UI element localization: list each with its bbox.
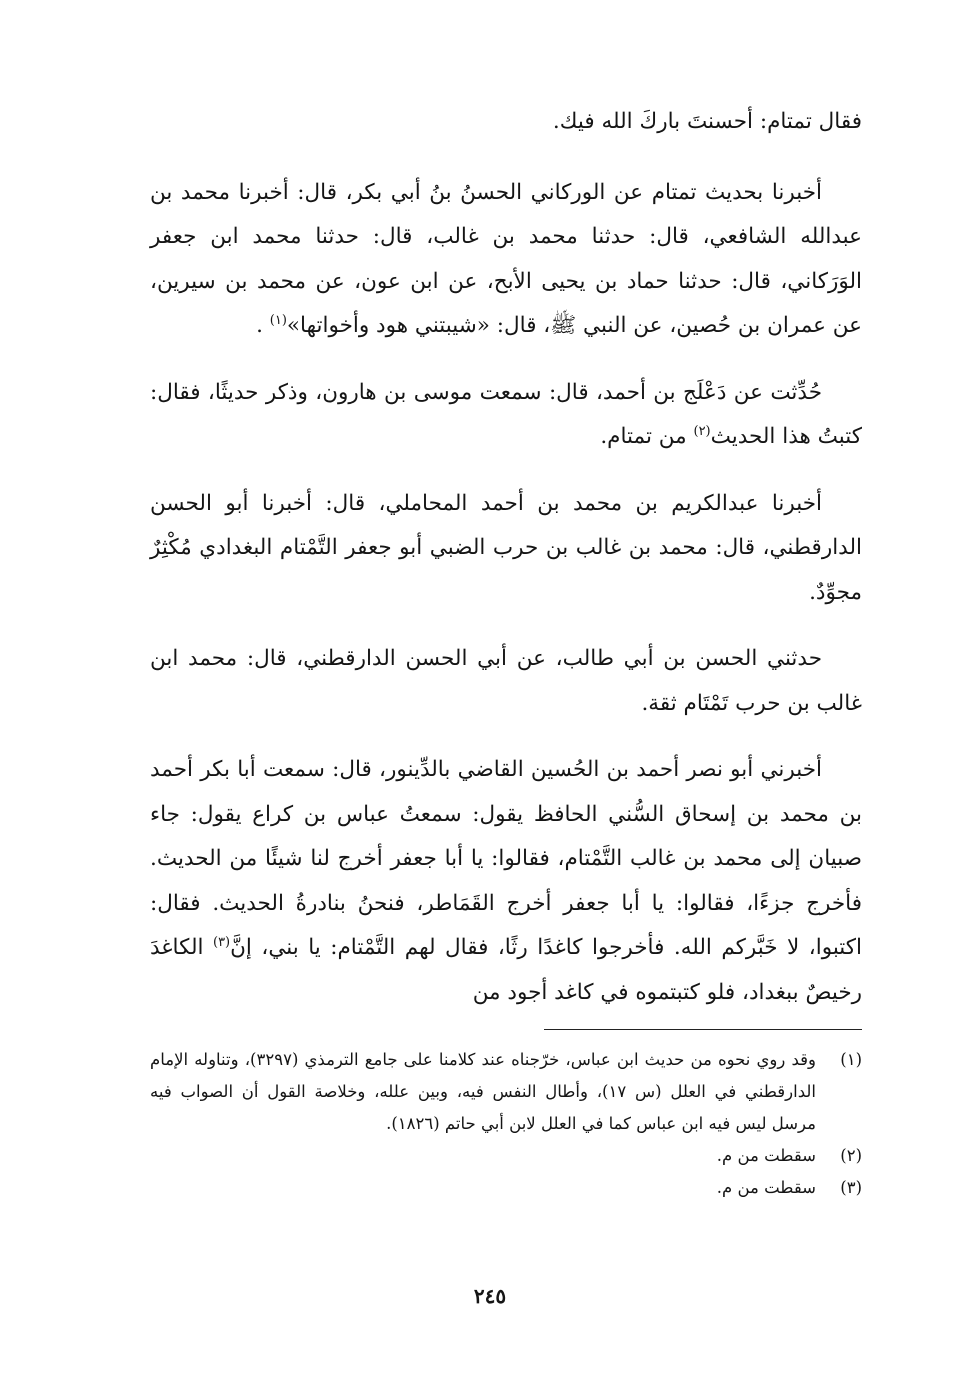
paragraph-3 [150, 482, 862, 616]
footnote-1 [150, 1044, 862, 1140]
footnote-3 [150, 1172, 862, 1204]
paragraph-5 [150, 748, 862, 1015]
footnote-ref-3: (٣) [212, 934, 231, 950]
footnote-text: وقد روي نحوه من حديث ابن عباس، خرّجناه عند كلامنا على جامع الترمذي (٣٢٩٧)، وتناوله الإمام الدارقطني في العلل (س ١٧)، وأطال النفس فيه، وبين علله، وخلاصة القول أن الصواب فيه مرسل ليس فيه ابن عباس كما في العلل لابن أبي حاتم (١٨٢٦). [150, 1050, 817, 1133]
paragraph-text: أخبرني أبو نصر أحمد بن الحُسين القاضي بالدِّينور، قال: سمعت أبا بكر أحمد بن محمد بن إسحاق السُّني الحافظ يقول: سمعتُ عباس بن كراع يقول: جاء صبيان إلى محمد بن غالب التَّمْتام، فقالوا: يا أبا جعفر أخرج لنا شيئًا من الحديث. فأخرج جزءًا، فقالوا: يا أبا جعفر أخرج القَمَاطر، فنحنُ بنادرةُ الحديث. فقال: اكتبوا، لا خَبَّركم الله. فأخرجوا كاغدًا رثًا، فقال لهم التَّمْتام: يا بني، إنَّ [150, 757, 863, 960]
paragraph-tail: من تمتام. [600, 424, 694, 449]
paragraph-tail: . [256, 313, 270, 338]
footnotes [150, 1044, 862, 1204]
main-text [150, 100, 862, 1015]
paragraph-text: حُدِّثت عن دَعْلَج بن أحمد، قال: سمعت موسى بن هارون، وذكر حديثًا، فقال: كتبتُ هذا الحديث [150, 379, 862, 449]
footnote-ref-1: (١) [269, 312, 287, 328]
footnote-ref-2: (٢) [693, 423, 711, 439]
paragraph-1 [150, 171, 862, 349]
page-number: ٢٤٥ [473, 1284, 507, 1308]
footnote-text: سقطت من م. [716, 1178, 816, 1197]
paragraph-4 [150, 637, 862, 726]
footnote-number: (٣) [840, 1178, 862, 1197]
footnote-number: (١) [840, 1050, 862, 1069]
footnote-number: (٢) [840, 1146, 862, 1165]
paragraph-text: أخبرنا عبدالكريم بن محمد بن أحمد المحاملي، قال: أخبرنا أبو الحسن الدارقطني، قال: محمد بن غالب بن حرب الضبي أبو جعفر التَّمْتام البغدادي مُكْثِرٌ مجوِّدٌ. [150, 490, 862, 605]
document-page [150, 100, 862, 1204]
opening-line: فقال تمتام: أحسنتَ باركَ الله فيك. [552, 109, 862, 134]
paragraph-tail: الكاغدَ رخيصٌ ببغداد، فلو كتبتموه في كاغد أجود من [150, 935, 862, 1005]
footnote-text: سقطت من م. [716, 1146, 816, 1165]
footnote-2 [150, 1140, 862, 1172]
paragraph-text: أخبرنا بحديث تمتام عن الوركاني الحسنُ بنُ أبي بكر، قال: أخبرنا محمد بن عبدالله الشافعي، قال: حدثنا محمد بن غالب، قال: حدثنا محمد ابن جعفر الوَرَكاني، قال: حدثنا حماد بن يحيى الأبح، عن ابن عون، عن محمد بن سيرين، عن عمران بن حُصين، عن النبي ﷺ، قال: «شيبتني هود وأخواتها» [150, 179, 862, 338]
paragraph-text: حدثني الحسن بن أبي طالب، عن أبي الحسن الدارقطني، قال: محمد ابن غالب بن حرب تَمْتَام ثقة. [150, 646, 862, 716]
footnote-separator [544, 1029, 862, 1030]
paragraph-2 [150, 371, 862, 460]
